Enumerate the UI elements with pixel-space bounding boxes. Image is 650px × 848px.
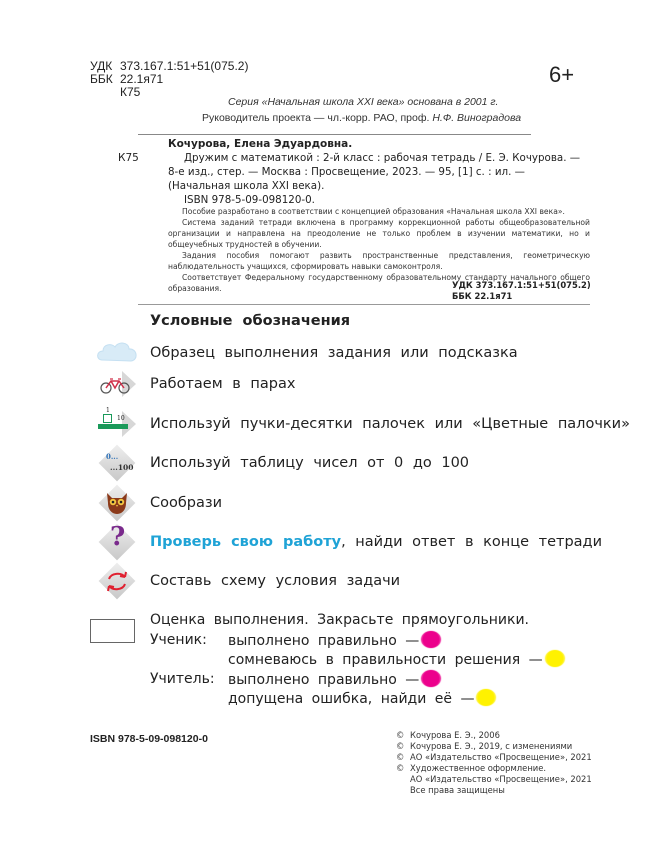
bibliographic-record [118, 137, 590, 207]
yellow-blot-icon [545, 650, 565, 667]
age-rating: 6+ [549, 62, 575, 87]
isbn-record: ISBN 978-5-09-098120-0. [184, 194, 315, 206]
udk-label: УДК [90, 59, 113, 73]
divider-bottom [138, 304, 590, 305]
legend-text: Работаем в парах [150, 376, 296, 392]
legend-item [96, 367, 296, 401]
legend-text: Используй пучки-десятки палочек или «Цветные палочки» [150, 416, 630, 432]
author-mark: К75 [120, 85, 141, 99]
legend-text: Используй таблицу чисел от 0 до 100 [150, 455, 470, 471]
classification-block [90, 60, 248, 99]
annotation-paragraph: Задания пособия помогают развить пространственные представления, геометрическую наблюдательность учащихся, сформировать навыки самоконтроля. [168, 251, 590, 271]
legend-text: Проверь свою работу, найди ответ в конце тетради [150, 534, 603, 550]
legend-item [96, 336, 518, 370]
student-label: Ученик: [150, 631, 207, 648]
series-line: Серия «Начальная школа XXI века» основана в 2001 г. [228, 96, 499, 108]
check-your-work-highlight: Проверь свою работу [150, 534, 342, 550]
yellow-blot-icon [476, 689, 496, 706]
legend-text: Образец выполнения задания или подсказка [150, 345, 518, 361]
cycle-arrows-icon [96, 564, 136, 598]
udk-value: 373.167.1:51+51(075.2) [120, 59, 249, 73]
legend-title: Условные обозначения [150, 313, 351, 329]
book-description: Дружим с математикой : 2-й класс : рабочая тетрадь / Е. Э. Кочурова. — 8-е изд., стер. — Москва : Просвещение, 2023. — 95, [1] с. : ил. — (Начальная школа XXI века). [168, 152, 581, 192]
author-name: Кочурова, Елена Эдуардовна. [168, 138, 353, 150]
pink-blot-icon [421, 631, 441, 648]
bibliographic-mark: К75 [118, 152, 139, 164]
project-leader-name: Н.Ф. Виноградова [432, 112, 522, 124]
isbn-footer: ISBN 978-5-09-098120-0 [90, 733, 208, 745]
bbk-label: ББК [90, 72, 113, 86]
question-mark-icon: ? [96, 525, 136, 559]
pink-blot-icon [421, 670, 441, 687]
legend-text: Сообрази [150, 495, 223, 511]
legend-text: Составь схему условия задачи [150, 573, 401, 589]
udk-bbk-footer: УДК 373.167.1:51+51(075.2) ББК 22.1я71 [452, 280, 591, 301]
annotation-paragraph: Соответствует Федеральному государственному образовательному стандарту начального общего образования. [168, 273, 590, 293]
annotation-paragraph: Пособие разработано в соответствии с концепцией образования «Начальная школа XXI века». [182, 207, 565, 216]
legend-item [96, 522, 603, 559]
number-table-icon: 0... ...100 [96, 446, 136, 480]
project-leader: Руководитель проекта — чл.-корр. РАО, проф. Н.Ф. Виноградова [202, 112, 522, 124]
evaluation-rectangle[interactable] [90, 619, 135, 643]
cloud-icon [96, 336, 136, 370]
counting-sticks-icon: 1 10 [96, 407, 136, 441]
teacher-label: Учитель: [150, 670, 215, 687]
evaluation-header: Оценка выполнения. Закрасьте прямоугольники. [150, 612, 530, 628]
annotation-paragraph: Система заданий тетради включена в программу коррекционной работы общеобразовательной организации и направлена на преодоление не только проблем в изучении математики, но и общеучебных трудностей в обучении. [168, 218, 590, 249]
tandem-bicycle-icon [96, 367, 136, 401]
owl-icon [96, 486, 136, 520]
legend-item [96, 446, 470, 480]
legend-item [96, 486, 223, 520]
bbk-value: 22.1я71 [120, 72, 164, 86]
legend-item [96, 407, 630, 441]
divider-top [138, 134, 531, 135]
legend-item [96, 564, 401, 598]
copyright-block: © Кочурова Е. Э., 2006 © Кочурова Е. Э., 2019, с изменениями © АО «Издательство «Просвещение», 2021 © Художественное оформление. АО «Издательство «Просвещение», 2021 Все права защищены [396, 730, 592, 795]
